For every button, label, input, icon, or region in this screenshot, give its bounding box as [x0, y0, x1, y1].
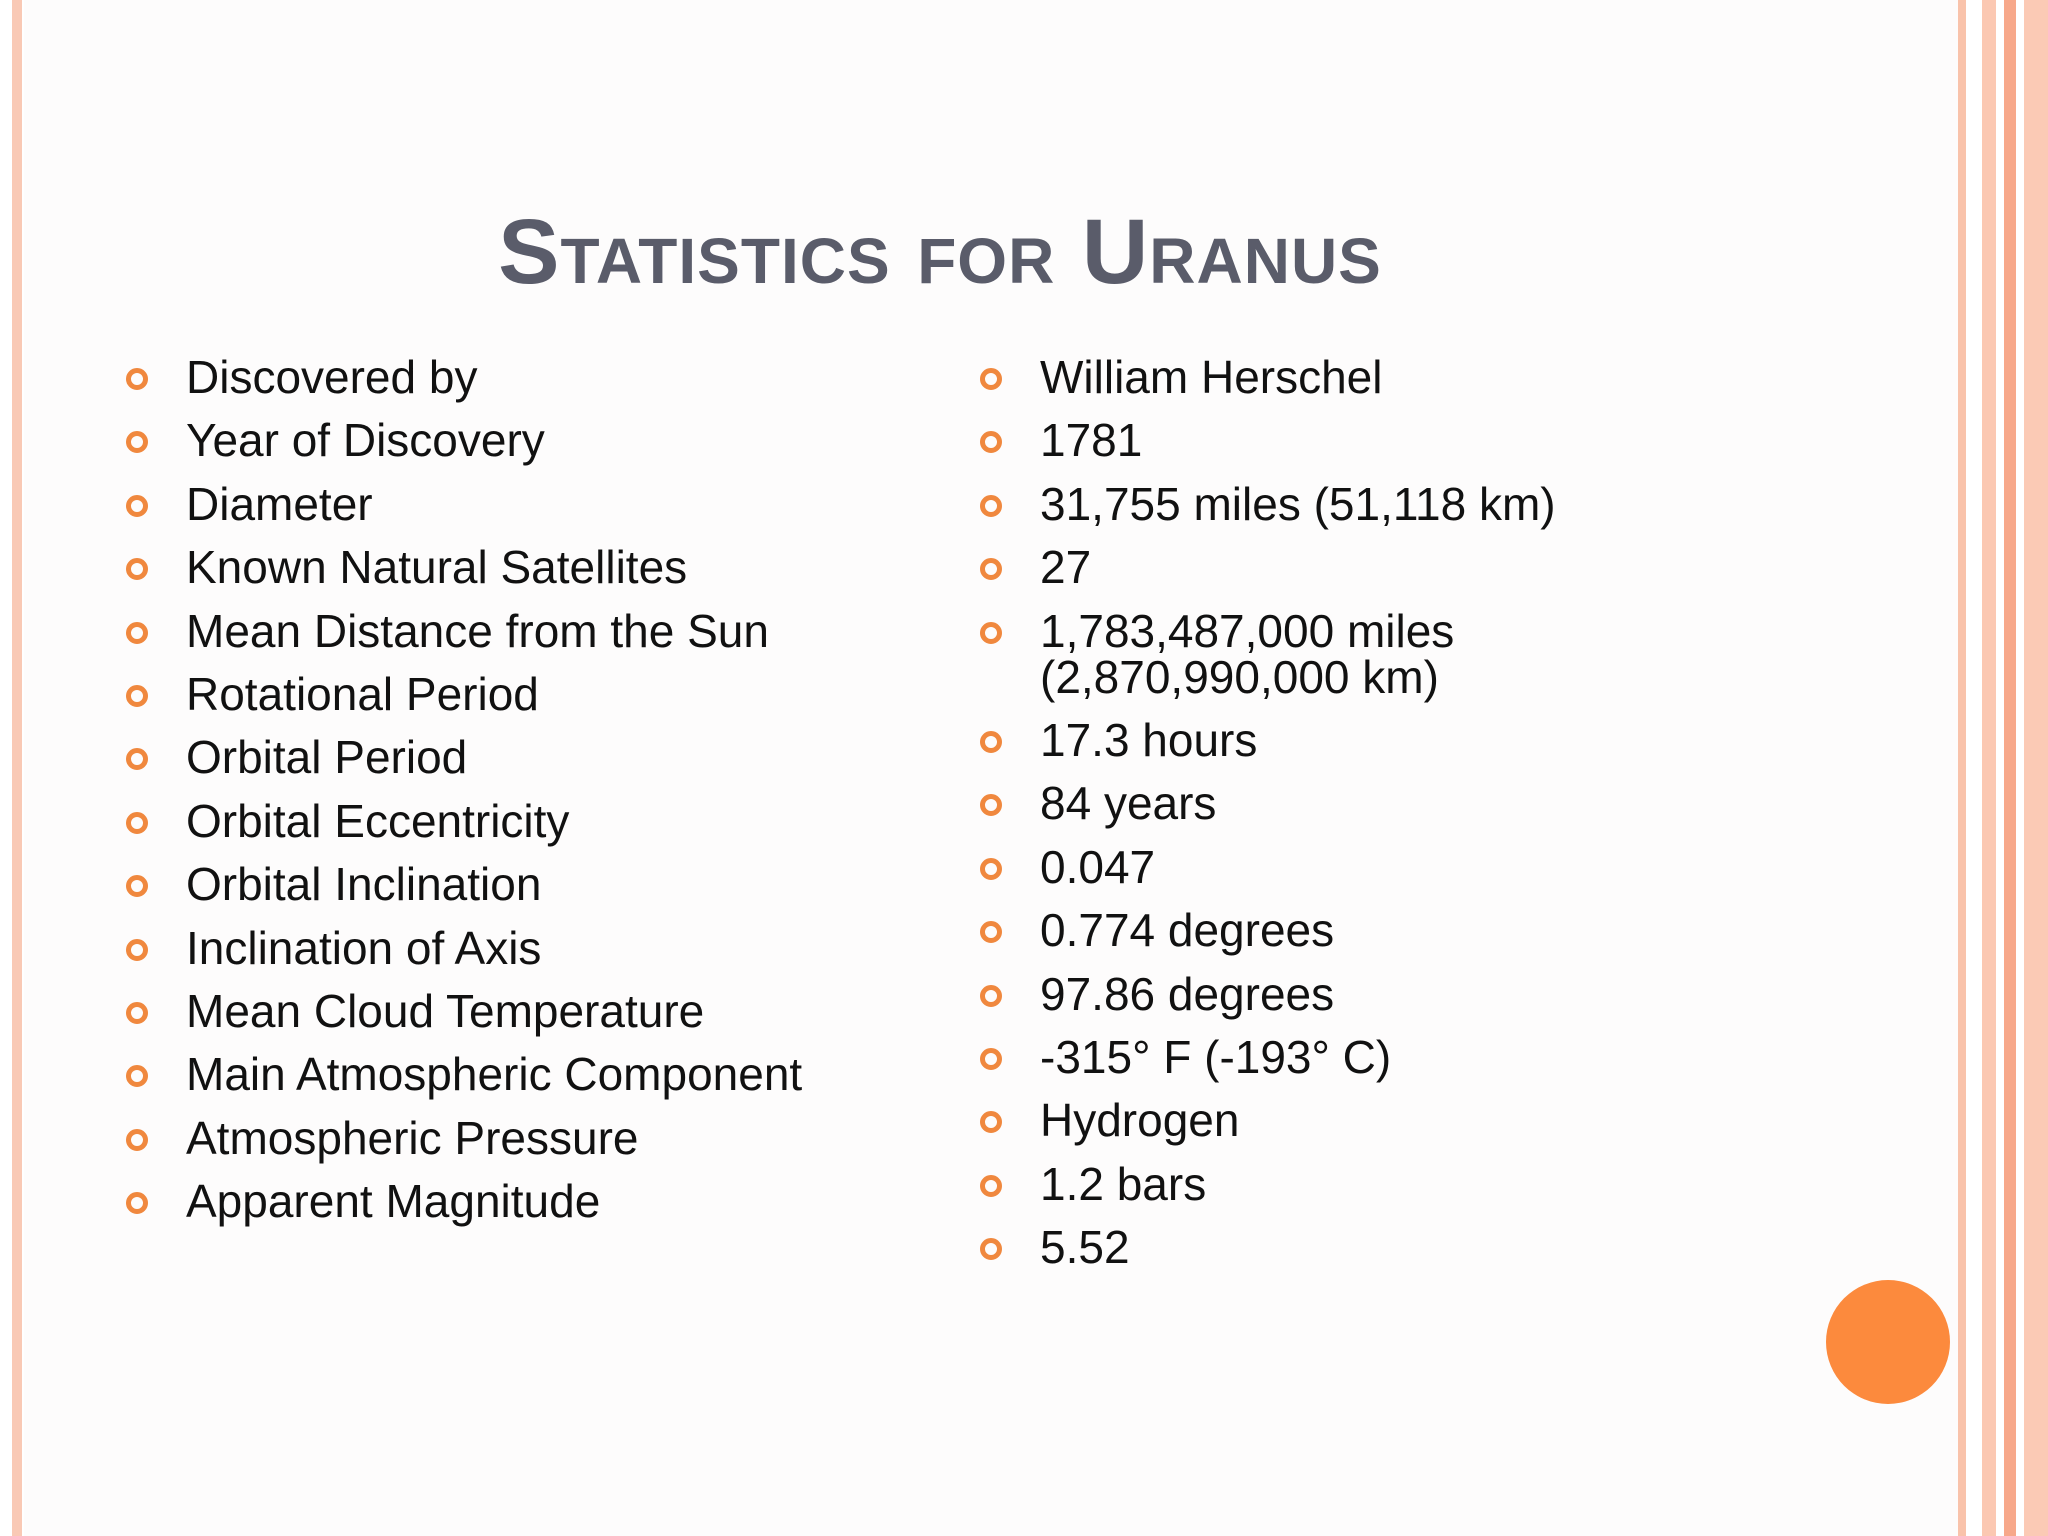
bullet-icon	[126, 431, 148, 453]
bullet-icon	[126, 495, 148, 517]
list-item	[980, 904, 1740, 957]
list-item	[980, 604, 1560, 703]
stat-label: Mean Distance from the Sun	[186, 604, 769, 657]
stat-value: 5.52	[1040, 1221, 1130, 1274]
bullet-icon	[980, 794, 1002, 816]
stat-label: Year of Discovery	[186, 414, 545, 467]
stat-label: Mean Cloud Temperature	[186, 984, 705, 1037]
stat-value: 0.047	[1040, 840, 1156, 893]
list-item	[126, 1175, 926, 1228]
stat-label: Discovered by	[186, 351, 478, 403]
list-item	[980, 1157, 1740, 1210]
list-item	[126, 414, 926, 467]
list-item	[126, 667, 926, 720]
bullet-icon	[980, 368, 1002, 390]
list-item	[980, 1094, 1740, 1147]
stat-label: Diameter	[186, 477, 373, 530]
bullet-icon	[126, 1129, 148, 1151]
list-item	[126, 858, 926, 911]
stat-value: 27	[1040, 541, 1092, 594]
stat-label: Orbital Period	[186, 731, 468, 784]
list-item	[980, 777, 1740, 830]
list-item	[980, 414, 1740, 467]
right-stripe	[1958, 0, 1966, 1536]
bullet-icon	[126, 748, 148, 770]
bullet-icon	[980, 985, 1002, 1007]
right-stripe	[2004, 0, 2016, 1536]
bullet-icon	[126, 1065, 148, 1087]
right-stripe	[1982, 0, 1996, 1536]
stat-value: 0.774 degrees	[1040, 904, 1335, 957]
right-stripe	[2024, 0, 2048, 1536]
list-item	[126, 731, 926, 784]
list-item	[980, 1221, 1740, 1274]
bullet-icon	[980, 558, 1002, 580]
list-item	[980, 351, 1740, 403]
slide-title: Statistics for Uranus	[498, 201, 1382, 303]
bullet-icon	[126, 939, 148, 961]
bullet-icon	[980, 495, 1002, 517]
bullet-icon	[126, 685, 148, 707]
bullet-icon	[126, 368, 148, 390]
bullet-icon	[980, 921, 1002, 943]
list-item	[980, 840, 1740, 893]
bullet-icon	[980, 858, 1002, 880]
stat-value: 84 years	[1040, 777, 1217, 830]
list-item	[126, 604, 926, 657]
list-item	[126, 351, 926, 403]
bullet-icon	[126, 1192, 148, 1214]
bullet-icon	[980, 1175, 1002, 1197]
decorative-orange-circle	[1826, 1280, 1950, 1404]
list-item	[980, 477, 1740, 530]
stat-value: 1,783,487,000 miles (2,870,990,000 km)	[1040, 604, 1455, 703]
stat-label: Apparent Magnitude	[186, 1175, 601, 1228]
stat-value: 1.2 bars	[1040, 1157, 1207, 1210]
list-item	[126, 794, 926, 847]
list-item	[126, 1048, 926, 1101]
stat-label: Main Atmospheric Component	[186, 1048, 803, 1101]
bullet-icon	[980, 431, 1002, 453]
list-item	[980, 1030, 1740, 1083]
list-item	[126, 921, 926, 974]
list-item	[126, 1111, 926, 1164]
stat-label: Rotational Period	[186, 667, 539, 720]
bullet-icon	[126, 622, 148, 644]
bullet-icon	[980, 622, 1002, 644]
stat-value: 1781	[1040, 414, 1143, 467]
bullet-icon	[980, 1238, 1002, 1260]
stat-label: Orbital Eccentricity	[186, 794, 570, 847]
stat-value: -315° F (-193° C)	[1040, 1030, 1392, 1083]
stat-value: 31,755 miles (51,118 km)	[1040, 477, 1556, 530]
stat-label: Inclination of Axis	[186, 921, 542, 974]
list-item	[980, 713, 1740, 766]
list-item	[126, 477, 926, 530]
bullet-icon	[980, 1111, 1002, 1133]
bullet-icon	[126, 1002, 148, 1024]
list-item	[126, 541, 926, 594]
bullet-icon	[980, 1048, 1002, 1070]
bullet-icon	[126, 875, 148, 897]
stat-labels-list	[126, 351, 926, 1241]
stat-value: 97.86 degrees	[1040, 967, 1335, 1020]
stat-value: Hydrogen	[1040, 1094, 1240, 1147]
stat-value: 17.3 hours	[1040, 713, 1258, 766]
stat-value: William Herschel	[1040, 351, 1383, 403]
stat-label: Known Natural Satellites	[186, 541, 688, 594]
list-item	[980, 967, 1740, 1020]
stat-label: Atmospheric Pressure	[186, 1111, 639, 1164]
bullet-icon	[126, 558, 148, 580]
stat-values-list	[980, 351, 1740, 1287]
bullet-icon	[980, 731, 1002, 753]
list-item	[126, 984, 926, 1037]
list-item	[980, 541, 1740, 594]
stat-label: Orbital Inclination	[186, 858, 542, 911]
bullet-icon	[126, 812, 148, 834]
